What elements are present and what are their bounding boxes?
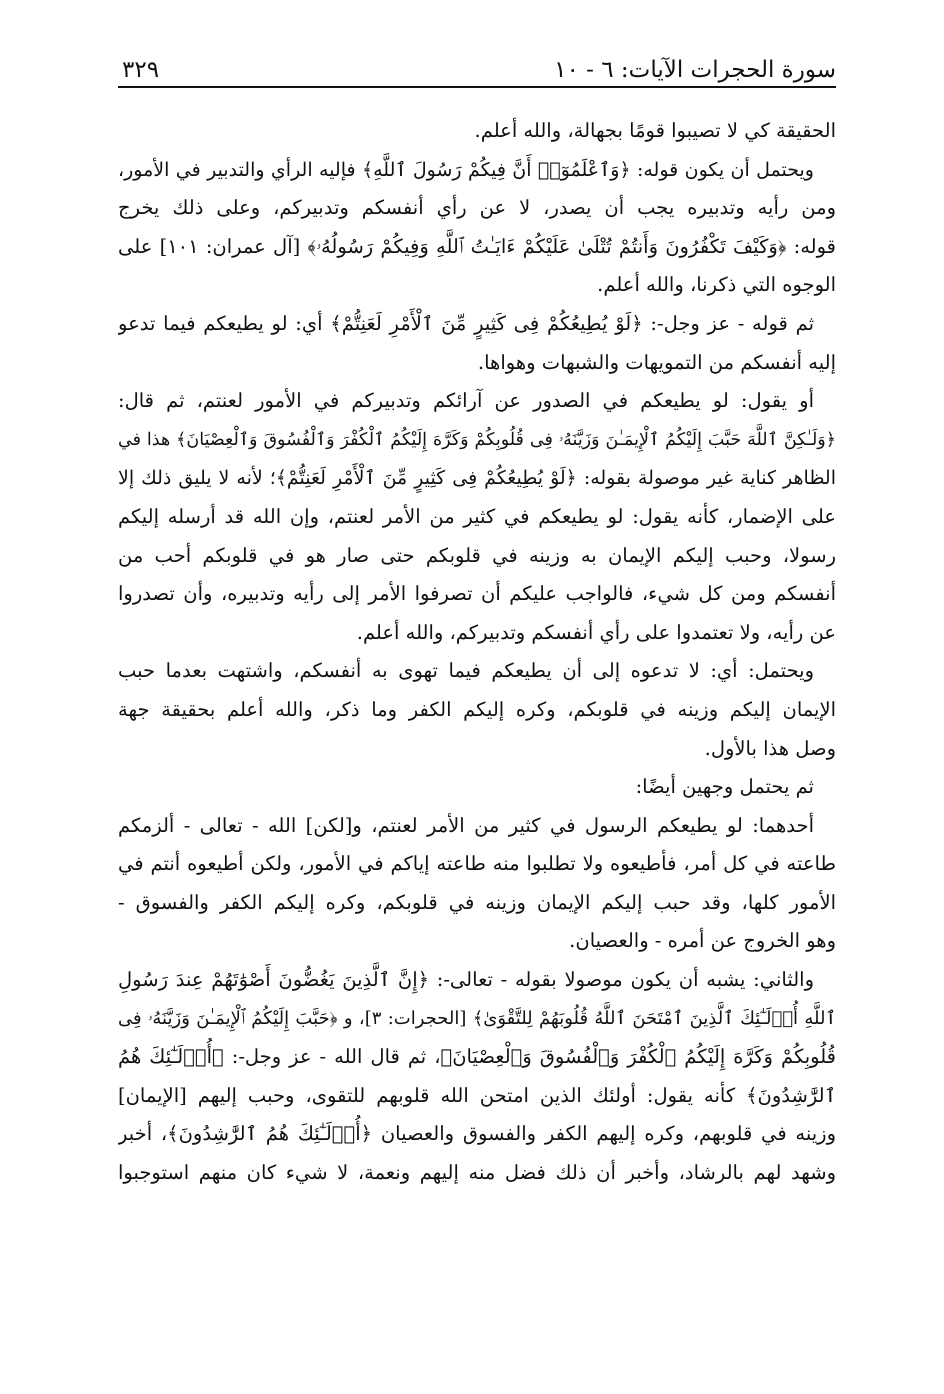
text-line: طاعته في كل أمر، فأطيعوه ولا تطلبوا منه طاعته إياكم في الأمور، ولكن أطيعوه أنتم في [118,852,836,876]
paragraph-first-line: أو يقول: لو يطيعكم في الصدور عن آرائكم وتدبيركم في الأمور لعنتم، ثم قال: [118,389,814,413]
text-line: وشهد لهم بالرشاد، وأخبر أن ذلك فضل منه إليهم ونعمة، لا شيء كان منهم استوجبوا [118,1161,836,1185]
text-line: ٱللَّهِ أُو۟لَـٰٓئِكَ ٱلَّذِينَ ٱمْتَحَنَ ٱللَّهُ قُلُوبَهُمْ لِلتَّقْوَىٰ﴾ [الحجرات: ٣]، و ﴿حَبَّبَ إِلَيْكُمُ ٱلْإِيمَـٰنَ وَزَيَّنَهُۥ فِى [118,1007,836,1029]
running-title: سورة الحجرات الآيات: ٦ - ١٠ [554,57,836,83]
paragraph-first-line: ويحتمل: أي: لا تدعوه إلى أن يطيعكم فيما تهوى به أنفسكم، واشتهت بعدما حبب [118,659,814,683]
text-line: وزينه في قلوبهم، وكره إليهم الكفر والفسوق والعصيان ﴿أُو۟لَـٰٓئِكَ هُمُ ٱلرَّٰشِدُونَ﴾، أخبر [118,1122,836,1146]
text-line: ٱلرَّٰشِدُونَ﴾ كأنه يقول: أولئك الذين امتحن الله قلوبهم للتقوى، وحبب إليهم [الإيمان] [118,1083,836,1107]
text-line: وهو الخروج عن أمره - والعصيان. [569,929,836,953]
paragraph-first-line: ثم يحتمل وجهين أيضًا: [635,775,814,799]
text-line: عن رأيه، ولا تعتمدوا على رأي أنفسكم وتدبيركم، والله أعلم. [356,620,836,644]
text-line: الوجوه التي ذكرنا، والله أعلم. [597,273,836,297]
text-line: وصل هذا بالأول. [704,736,836,760]
text-line: ومن رأيه وتدبيره يجب أن يصدر، لا عن رأي أنفسكم وتدبيركم، وعلى ذلك يخرج [118,196,836,220]
paragraph-first-line: ويحتمل أن يكون قوله: ﴿وَٱعْلَمُوٓا۟ أَنَّ فِيكُمْ رَسُولَ ٱللَّهِ﴾ فإليه الرأي والتدبير في الأمور، [118,158,814,181]
book-page [118,52,836,1193]
running-header [118,52,836,88]
text-line: على الإضمار، كأنه يقول: لو يطيعكم في كثير من الأمر لعنتم، وإن الله قد أرسله إليكم [118,504,836,528]
text-line: إليه أنفسكم من التمويهات والشبهات وهواها. [477,350,836,374]
paragraph-first-line: أحدهما: لو يطيعكم الرسول في كثير من الأمر لعنتم، و[لكن] الله - تعالى - ألزمكم [118,813,814,837]
text-line: قوله: ﴿وَكَيْفَ تَكْفُرُونَ وَأَنتُمْ تُتْلَىٰ عَلَيْكُمْ ءَايَـٰتُ ٱللَّهِ وَفِيكُمْ رَسُولُهُۥ﴾ [آل عمران: ١٠١] على [118,234,836,258]
text-line: الحقيقة كي لا تصيبوا قومًا بجهالة، والله أعلم. [474,119,836,142]
paragraph-first-line: ثم قوله - عز وجل-: ﴿لَوْ يُطِيعُكُمْ فِى كَثِيرٍ مِّنَ ٱلْأَمْرِ لَعَنِتُّمْ﴾ أي: لو يطيعكم فيما تدعو [118,311,814,335]
text-line: ﴿وَلَـٰكِنَّ ٱللَّهَ حَبَّبَ إِلَيْكُمُ ٱلْإِيمَـٰنَ وَزَيَّنَهُۥ فِى قُلُوبِكُمْ وَكَرَّهَ إِلَيْكُمُ ٱلْكُفْرَ وَٱلْفُسُوقَ وَٱلْعِصْيَانَ﴾ هذا في [118,429,836,450]
text-line: رسولا، وحبب إليكم الإيمان به وزينه في قلوبكم حتى صار هو في قلوبكم أحب من [118,543,836,567]
body-text [118,112,836,1193]
text-line: الإيمان إليكم وزينه في قلوبكم، وكره إليكم الكفر وما ذكر، والله أعلم بحقيقة جهة [118,697,836,721]
page-number: ٣٢٩ [122,57,160,83]
text-line: الظاهر كناية غير موصولة بقوله: ﴿لَوْ يُطِيعُكُمْ فِى كَثِيرٍ مِّنَ ٱلْأَمْرِ لَعَنِتُّمْ﴾؛ لأنه لا يليق ذلك إلا [118,467,836,490]
text-line: الأمور كلها، وقد حبب إليكم الإيمان وزينه في قلوبكم، وكره إليكم الكفر والفسوق - [118,890,836,914]
text-line: أنفسكم ومن كل شيء، فالواجب عليكم أن تصرفوا الأمر إلى رأيه وتدبيره، وأن تصدروا [118,582,836,606]
paragraph-first-line: والثاني: يشبه أن يكون موصولا بقوله - تعالى-: ﴿إِنَّ ٱلَّذِينَ يَغُضُّونَ أَصْوَٰتَهُمْ عِندَ رَسُولِ [118,968,814,992]
text-line: قُلُوبِكُمْ وَكَرَّهَ إِلَيْكُمُ ٱلْكُفْرَ وَٱلْفُسُوقَ وَٱلْعِصْيَانَ﴾، ثم قال الله - عز وجل-: ﴿أُو۟لَـٰٓئِكَ هُمُ [118,1045,836,1069]
